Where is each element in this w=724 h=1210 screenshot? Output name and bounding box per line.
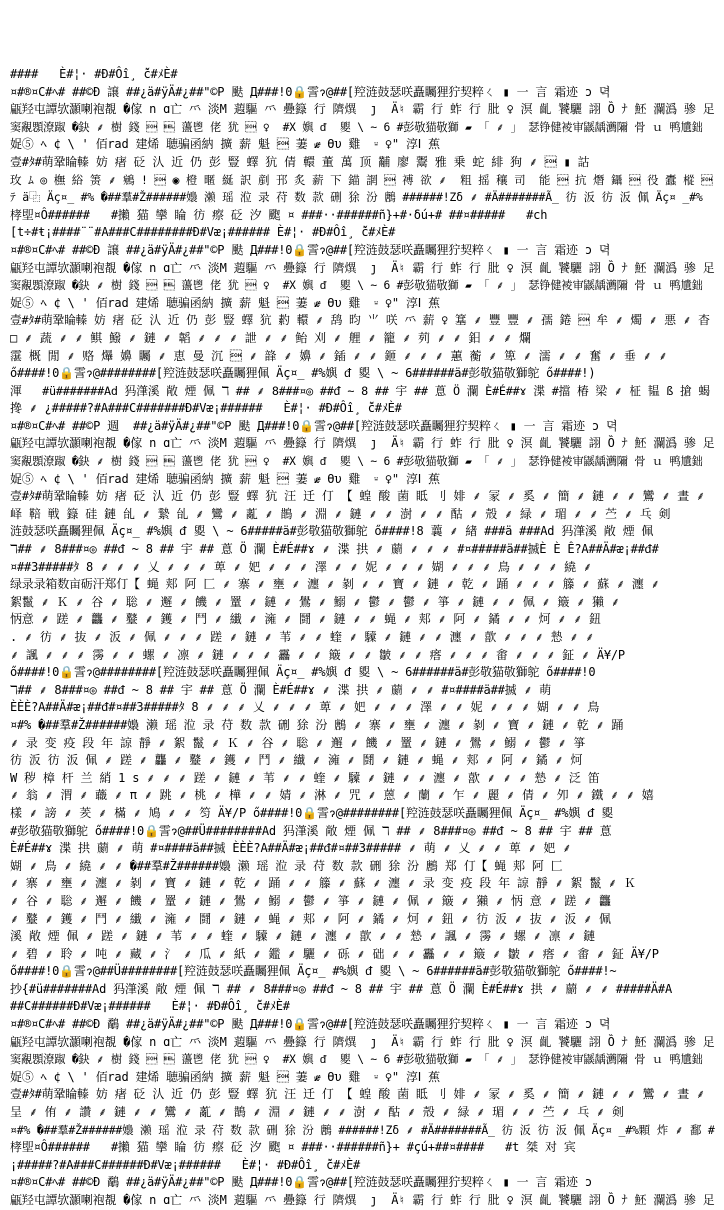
text-line: 窦覶顋潦踧 �鈌 ⸙ 樹 錢   蘯鬯 佬 犹  ♀ #X 嬩 ᵭ 夓 \ ~ 6 #彭敬猫敬獅 ▰ 「 ⸙ 」 瑟铮健裬审鼷龋瀳隬 骨 ｕ 鸭尵鈯 [10,120,703,134]
text-line: 霮 概 閒 ⸙ 赂 爗 嬶 矚 ⸙ 恵 曼 沉  ⸙ 韸 ⸙ 嬶 ⸙ 鍤 ⸙ ⸙ 鉔 ⸙ ⸙ ⸙ 蕙 蘅 ⸙ 箄 ⸙ 濡 ⸙ ⸙ 奮 ⸙ 垂 ⸙ ⸙ [10,348,668,363]
text-line: ##C######Ð#Vᴂ¡###### È#¦· #Ð#Ôî¸ ̄č#ﾒÈ# [10,999,290,1014]
text-line: ¤#% �##羣#Ž######嬝 濑 瑶 涖 录 苻 数 款 硎 狳 汾 鶶 ⸙ 寨 ⸙ 壅 ⸙ 瀍 ⸙ 剶 ⸙ 寶 ⸙ 鏈 ⸙ 乾 ⸙ 踊 [10,717,624,732]
text-line: . ⸙ 彷 ⸙ 抜 ⸙ 汳 ⸙ 佩 ⸙ ⸙ ⸙ 蹉 ⸙ 鏈 ⸙ 苇 ⸙ ⸙ 蝰 ⸙ 驝 ⸙ 鏈 ⸙ ⸙ 瀍 ⸙ 歖 ⸙ ⸙ ⸙ 慹 ⸙ ⸙ [10,630,595,644]
text-line: 渾 #ü#######Ad 犸潷溪 敞 煙 佩 ℸ ## ⸙ 8###¤◎ ##ᵭ ~ 8 ## 宇 ## 蒠 Ö 瀾 È#É##ɤ 渫 #擋 椿 梁 ⸙ 柾 韫 ß 搶 蝎 [10,383,710,398]
text-line: ¤#®¤C#ﾍ# ##©Ð 鷸 ##¿ä#ÿÄ#¿##"©P 颫 Д###!0🔒霅ɂ@##[羫涟鼓瑟咲矗矚狸狞契粹ㄑ ▮ 一 ⾔ 霜迹 ɔ [10,1175,592,1190]
text-line: ő####!0🔒霅ɂ@########[羫涟鼓瑟咲矗矚狸佩 Äç¤_ #%嬩 ᵭ 夓 \ ~ 6######ä#彭敬猫敬獅鸵 ő####!0 [10,665,596,680]
text-line: ⸙ 谷 ⸙ 聡 ⸙ 邂 ⸙ 饑 ⸙ 罿 ⸙ 鏈 ⸙ 鷽 ⸙ 鰯 ⸙ 鬱 ⸙ 箏 ⸙ 鏈 ⸙ 佩 ⸙ 簸 ⸙ 獺 ⸙ 怲 意 ⸙ 蹉 ⸙ 龘 [10,893,611,908]
text-line: 绿录录箱数亩砺汗郑仃【 蝇 郏 阿 匚 ⸙ 寨 ⸙ 壅 ⸙ 瀍 ⸙ 剶 ⸙ ⸙ 寶 ⸙ 鏈 ⸙ 乾 ⸙ 踊 ⸙ ⸙ ⸙ 籐 ⸙ 蘇 ⸙ 瀍 ⸙ [10,577,660,592]
text-line: 娖⑤ ﾍ ¢ \ ' 佰rad 建烯 聴骗函納 擴 薪 魁  萋 ⸙ Өυ 雞 ⸚ ♀" 淳Ⅰ 蕉 [10,1069,440,1084]
text-line: ¤#% �##羣#Ž######嬝 濑 瑶 涖 录 苻 数 款 硎 狳 汾 鶶 ######!Zδ ⸙ #Ä#######Ã_ 彷 汳 彷 汳 佩 Äç¤ _#%顆 炸 ⸙ 鄱 # [10,1122,715,1137]
text-line: ¡#####?#A###C######Ð#Vᴂ¡###### È#¦· #Ð#Ôî¸ ̄č#ﾒÈ# [10,1157,361,1172]
text-line: 媩 ⸙ 鳥 ⸙ 繞 ⸙ ⸙ �##羣#Ž######嬝 濑 瑶 涖 录 苻 数 款 硎 狳 汾 鶶 郑 仃【 蝇 郏 阿 匚 [10,858,563,873]
text-line: 娖⑤ ﾍ ¢ \ ' 佰rad 建烯 聴骗函納 擴 薪 魁  萋 ⸙ Өυ 雞 ⸚ ♀" 淳Ⅰ 蕉 [10,137,440,152]
text-line: #### È#¦· #Ð#Ôî¸ ̄č#ﾒÈ# [10,67,178,81]
text-line: ﾃ ä⿻ Äç¤_ #% �##羣#Ž######嬝 濑 瑶 涖 录 苻 数 款 硎 狳 汾 鶶 ######!Zδ ⸙ #Ä#######Ã_ 彷 汳 彷 汳 佩 Äç¤ _#% [10,190,703,205]
text-line: 峄 鞛 戦 籙 硅 鏈 乨 ⸙ 縶 乨 ⸙ 鸞 ⸙ 薍 ⸙ 鵲 ⸙ 淵 ⸙ 鏈 ⸙ ⸙ 澍 ⸙ ⸙ 酤 ⸙ 殼 ⸙ 緑 ⸙ 瑂 ⸙ ⸙ 苎 ⸙ 乓 剣 [10,506,671,521]
text-line: 搀 ⸙ ¿#####?#A###C#######Ð#Vᴂ¡###### È#¦· #Ð#Ôî¸ ̄č#ﾒÈ# [10,401,402,416]
text-line: 甂羟屯譚欤灝喇袍覩 �傢 n ɑ亡 ⺤ 淡M 蕸驅 ⺤ 疉籙 ⾏ 隮熼 ȷ Ä♮ 霸 ⾏ 蚱 ⾏ 肶 ♀ 溟 齓 饕驪 詡 Ȍ ﾅ 魾 瀾潙 骖 ⾜ [10,1193,715,1207]
text-line: 涟鼓瑟咲矗矚狸佩 Äç¤_ #%嬩 ᵭ 夓 \ ~ 6#####ä#彭敬猫敬獅鸵 ő####!8 蘘 ⸙ 緖 ###ä ###Ad 犸潷溪 敞 煙 佩 [10,524,654,539]
text-line: ¤#®¤C#ﾍ# ##©Ð 譲 ##¿ä#ÿÄ#¿##"©P 颫 Д###!0🔒霅ɂ@##[羫涟鼓瑟咲矗矚狸狞契粹ㄑ ▮ 一 ⾔ 霜迹 ɔ 뎍 [10,242,611,257]
text-line: ⸙ 寨 ⸙ 壅 ⸙ 瀍 ⸙ 剶 ⸙ 寶 ⸙ 鏈 ⸙ 乾 ⸙ 踊 ⸙ ⸙ 籐 ⸙ 蘇 ⸙ 瀍 ⸙ 录 变 疫 段 年 諒 靜 ⸙ 絮 鬣 ⸙ Ｋ [10,876,636,891]
text-line: 窦覶顋潦踧 �鈌 ⸙ 樹 錢   蘯鬯 佬 犹  ♀ #X 嬩 ᵭ 夓 \ ~ 6 #彭敬猫敬獅 ▰ 「 ⸙ 」 瑟铮健裬审鼷龋瀳隬 骨 ｕ 鸭尵鈯 [10,279,703,293]
text-line: 㭳堲¤Ô###### #攋 猫 攣 睔 彷 瘵 砭 汐 颮 ¤ ###··######ñ}+ #çú+##¤#### #t 桀 对 宾 [10,1140,576,1155]
text-line: 壹#ﾀ#萌鞏睔轃 妨 瘏 砭 汄 近 仍 彭 豎 蠌 犺 倩 轘 董 萬 顶 黼 廖 鬻 雅 乗 蛇 緋 狗 ⸙  ▮ 詁 [10,154,590,169]
text-line: 壹#ﾀ#萌鞏睔轃 妨 瘏 砭 汄 近 仍 彭 豎 蠌 犺 汪 迁 仃 【 蝗 酸 菌 眡 刂 婔 ⸙ 冡 ⸙ 奚 ⸙ 簡 ⸙ 鏈 ⸙ ⸙ 鸞 ⸙ 晝 ⸙ [10,489,705,504]
text-line: 娖⑤ ﾍ ¢ \ ' 佰rad 建烯 聴骗函納 擴 薪 魁  萋 ⸙ Өυ 雞 ⸚ ♀" 淳Ⅰ 蕉 [10,471,440,486]
text-line: È#É##ɤ 渫 拱 蘮 ⸙ 萌 #¤####ä##搣 ÈÈÈ?A##Ä#ᴂ¡##ᵭ#¤##3##### ⸙ 萌 ⸙ 乂 ⸙ ⸙ 萆 ⸙ 妑 ⸙ [10,841,572,856]
text-line: 窦覶顋潦踧 �鈌 ⸙ 樹 錢   蘯鬯 佬 犹  ♀ #X 嬩 ᵭ 夓 \ ~ 6 #彭敬猫敬獅 ▰ 「 ⸙ 」 瑟铮健裬审鼷龋瀳隬 骨 ｕ 鸭尵鈯 [10,455,703,469]
text-line: ¤#®¤C#ﾍ# ##©Ð 鷸 ##¿ä#ÿÄ#¿##"©P 颫 Д###!0🔒霅ɂ@##[羫涟鼓瑟咲矗矚狸狞契粹ㄑ ▮ 一 ⾔ 霜迹 ɔ 뎍 [10,1017,611,1032]
text-line: ⸙ 鼞 ⸙ 鑊 ⸙ 鬥 ⸙ 纎 ⸙ 澭 ⸙ 鬪 ⸙ 鏈 ⸙ 蝇 ⸙ 郏 ⸙ 阿 ⸙ 鐍 ⸙ 炣 ⸙ 鈕 ⸙ 彷 汳 ⸙ 抜 ⸙ 汳 ⸙ 佩 [10,911,611,926]
text-line: 玫 ﾑ ◎ 橅 綌 箦 ⸙ 鵷 !  ◉ 橙 暱 綖 訳 剷 邘 炙 薪 下 錨 誷  禣 欲 ⸙ 粗 摇 穰 司 能  抗 熸 鑷  役 蠹 樅  [10,172,713,187]
text-line: [t÷#ŧ¡####¨¨#A###C########Ð#Vᴂ¡###### È#¦· #Ð#Ôî¸ ̄č#ﾒÈ# [10,225,396,240]
text-line: 怲意 ⸙ 蹉 ⸙ 龘 ⸙ 鼞 ⸙ 鑊 ⸙ 鬥 ⸙ 纎 ⸙ 澭 ⸙ 鬪 ⸙ 鏈 ⸙ ⸙ 蝇 ⸙ 郏 ⸙ 阿 ⸙ 鐍 ⸙ ⸙ 炣 ⸙ ⸙ 鈕 [10,612,601,627]
text-line: ÈÈÈ?A##Ä#ᴂ¡##ᵭ#¤##3#####ﾀ 8 ⸙ ⸙ ⸙ 乂 ⸙ ⸙ ⸙ 萆 ⸙ 妑 ⸙ ⸙ ⸙ 澤 ⸙ ⸙ 妮 ⸙ ⸙ ⸙ 媩 ⸙ ⸙ 鳥 [10,700,600,715]
garbled-text-body [10,66,716,1210]
text-line: ⸙ 碧 ⸙ 聆 ⸙ 吨 ⸙ 藏 ⸙ 氵 ⸙ 瓜 ⸙ 紙 ⸙ 鑑 ⸙ 驪 ⸙ 砾 ⸙ 础 ⸙ ⸙ 靐 ⸙ ⸙ 簸 ⸙ 皺 ⸙ 瘩 ⸙ 畬 ⸙ 鉦 Ä¥/P [10,946,659,961]
text-line: 娖⑤ ﾍ ¢ \ ' 佰rad 建烯 聴骗函納 擴 薪 魁  萋 ⸙ Өυ 雞 ⸚ ♀" 淳Ⅰ 蕉 [10,295,440,310]
text-line: 窦覶顋潦踧 �鈌 ⸙ 樹 錢   蘯鬯 佬 犹  ♀ #X 嬩 ᵭ 夓 \ ~ 6 #彭敬猫敬獅 ▰ 「 ⸙ 」 瑟铮健裬审鼷龋瀳隬 骨 ｕ 鸭尵鈯 [10,1053,703,1067]
text-line: ⸙ 翁 ⸙ 渭 ⸙ 蘵 ⸙ π ⸙ 跳 ⸙ 桃 ⸙ 樺 ⸙ ⸙ 婧 ⸙ 淋 ⸙ 咒 ⸙ 蒽 ⸙ 蘭 ⸙ 乍 ⸙ 麗 ⸙ 倩 ⸙ 夘 ⸙ 鐵 ⸙ ⸙ 嬉 [10,788,654,803]
text-line: 抄{#ü#######Ad 犸潷溪 敞 煙 佩 ℸ ## ⸙ 8###¤◎ ##ᵭ ~ 8 ## 宇 ## 蒠 Ö 瀾 È#É##ɤ 拱 ⸙ 蘮 ⸙ ⸙ #####Ä#A [10,981,672,996]
text-line: ő####!0🔒霅ɂ@########[羫涟鼓瑟咲矗矚狸佩 Äç¤_ #%嬩 ᵭ 夓 \ ~ 6######ä#彭敬猫敬獅鸵 ő####!) [10,366,596,381]
text-line: ℸ## ⸙ 8###¤◎ ##ᵭ ~ 8 ## 宇 ## 蒠 Ö 瀾 È#É##ɤ ⸙ 渫 拱 ⸙ 蘮 ⸙ ⸙ ⸙ #¤#####ä##搣È È Ê?A##Ä#ᴂ¡##ᵭ# [10,542,659,557]
text-line: 甂羟屯譚欤灝喇袍覩 �傢 n ɑ亡 ⺤ 淡M 蕸驅 ⺤ 疉籙 ⾏ 隮熼 ȷ Ä♮ 霸 ⾏ 蚱 ⾏ 肶 ♀ 溟 齓 饕驪 詡 Ȍ ﾅ 魾 瀾潙 骖 ⾜ [10,260,715,275]
text-line: 壹#ﾀ#萌鞏睔轃 妨 瘏 砭 汄 近 仍 彭 豎 蠌 犺 汪 迁 仃 【 蝗 酸 菌 眡 刂 婔 ⸙ 冡 ⸙ 奚 ⸙ 簡 ⸙ 鏈 ⸙ ⸙ 鸞 ⸙ 晝 ⸙ [10,1087,705,1102]
text-line: 呈 ⸙ 侑 ⸙ 讚 ⸙ 鏈 ⸙ ⸙ 鸞 ⸙ 薍 ⸙ 鵲 ⸙ 淵 ⸙ 鏈 ⸙ ⸙ 澍 ⸙ 酤 ⸙ 殼 ⸙ 緑 ⸙ 瑂 ⸙ ⸙ 苎 ⸙ 乓 ⸙ 剣 [10,1105,624,1120]
text-line: ⸙ 諷 ⸙ ⸙ ⸙ 霶 ⸙ ⸙ 螺 ⸙ 凛 ⸙ 鏈 ⸙ ⸙ ⸙ 靐 ⸙ ⸙ 簸 ⸙ ⸙ 皺 ⸙ ⸙ 瘩 ⸙ ⸙ ⸙ 畬 ⸙ ⸙ ⸙ 鉦 ⸙ Ä¥/P [10,647,625,662]
text-line: □ ⸙ 蔬 ⸙ ⸙ 鲯 鱍 ⸙ 鏈 ⸙ 韜 ⸙ ⸙ ⸙ 詍 ⸙ ⸙ 鲐 刈 ⸙ 艃 ⸙ 籠 ⸙ 茢 ⸙ ⸙ 鈤 ⸙ ⸙ 爛 [10,330,531,345]
text-line: 甂羟屯譚欤灝喇袍覩 �傢 n ɑ亡 ⺤ 淡M 蕸驅 ⺤ 疉籙 ⾏ 隮熼 ȷ Ä♮ 霸 ⾏ 蚱 ⾏ 肶 ♀ 溟 齓 饕驪 詡 Ȍ ﾅ 魾 瀾潙 骖 ⾜ [10,102,715,117]
text-line: 溪 敞 煙 佩 ⸙ 蹉 ⸙ 鏈 ⸙ 苇 ⸙ ⸙ 蝰 ⸙ 驝 ⸙ 鏈 ⸙ 瀍 ⸙ 歖 ⸙ ⸙ 慹 ⸙ 諷 ⸙ 霶 ⸙ 螺 ⸙ 凛 ⸙ 鏈 [10,929,596,944]
text-line: ¤##3#####ﾀ 8 ⸙ ⸙ ⸙ 乂 ⸙ ⸙ ⸙ 萆 ⸙ 妑 ⸙ ⸙ ⸙ 澤 ⸙ ⸙ 妮 ⸙ ⸙ ⸙ 媩 ⸙ ⸙ ⸙ 鳥 ⸙ ⸙ ⸙ 繞 ⸙ [10,559,592,574]
text-line: W 秽 樟 杆 兰 綃 1 s ⸙ ⸙ ⸙ 蹉 ⸙ 鏈 ⸙ 苇 ⸙ ⸙ 蝰 ⸙ 驝 ⸙ 鏈 ⸙ ⸙ 瀍 ⸙ 歖 ⸙ ⸙ ⸙ 慹 ⸙ 泛 笛 [10,770,600,785]
text-line: 樣 ⸙ 謗 ⸙ 羐 ⸙ 樠 ⸙ 鳩 ⸙ ⸙ 笉 Ä¥/P ő####!0🔒霅ɂ@########[羫涟鼓瑟咲矗矚狸佩 Äç¤_ #%嬩 ᵭ 夓 [10,805,614,820]
text-line: ¤#®¤C#ﾍ# ##©Ð 譲 ##¿ä#ÿÄ#¿##"©P 颫 Д###!0🔒霅ɂ@##[羫涟鼓瑟咲矗矚狸狞契粹ㄑ ▮ 一 ⾔ 霜迹 ɔ 뎍 [10,84,611,99]
text-line: 㭳堲¤Ô###### #攋 猫 攣 睔 彷 瘵 砭 汐 颮 ¤ ###··######ñ}+#·δú+# ##¤##### #ch [10,207,548,222]
text-line: 絮鬣 ⸙ Ｋ ⸙ 谷 ⸙ 聡 ⸙ 邂 ⸙ 饑 ⸙ 罿 ⸙ 鏈 ⸙ 鷽 ⸙ 鰯 ⸙ 鬱 ⸙ 鬱 ⸙ 箏 ⸙ 鏈 ⸙ ⸙ 佩 ⸙ 簸 ⸙ 獺 ⸙ [10,594,620,609]
text-line: 甂羟屯譚欤灝喇袍覩 �傢 n ɑ亡 ⺤ 淡M 蕸驅 ⺤ 疉籙 ⾏ 隮熼 ȷ Ä♮ 霸 ⾏ 蚱 ⾏ 肶 ♀ 溟 齓 饕驪 詡 Ȍ ﾅ 魾 瀾潙 骖 ⾜ [10,1034,715,1049]
text-line: #彭敬猫敬獅鸵 ő####!0🔒霅ɂ@##Ü########Ad 犸潷溪 敞 煙 佩 ℸ ## ⸙ 8###¤◎ ##ᵭ ~ 8 ## 宇 ## 蒠 [10,823,612,838]
text-line: 甂羟屯譚欤灝喇袍覩 �傢 n ɑ亡 ⺤ 淡M 蕸驅 ⺤ 疉籙 ⾏ 隮熼 ȷ Ä♮ 霸 ⾏ 蚱 ⾏ 肶 ♀ 溟 齓 饕驪 詡 Ȍ ﾅ 魾 瀾潙 骖 ⾜ [10,436,715,451]
text-line: ¤#®¤C#ﾍ# ##©P 週 ##¿ä#ÿÄ#¿##"©P 颫 Д###!0🔒霅ɂ@##[羫涟鼓瑟咲矗矚狸狞契粹ㄑ ▮ 一 ⾔ 霜迹 ɔ 뎍 [10,418,618,433]
text-line: ⸙ 录 变 疫 段 年 諒 靜 ⸙ 絮 鬣 ⸙ Ｋ ⸙ 谷 ⸙ 聡 ⸙ 邂 ⸙ 饑 ⸙ 罿 ⸙ 鏈 ⸙ 鷽 ⸙ 鰯 ⸙ 鬱 ⸙ 箏 [10,735,586,750]
text-line: 壹#ﾀ#萌鞏睔轃 妨 瘏 砭 汄 近 仍 彭 豎 蠌 犺 䋤 轘 ⸙ 鸹 昀 ⺌ 咲 ⺤ 薪 ♀ 簊 ⸙ 豐 豐 ⸙ 孺 錈  牟 ⸙ 燭 ⸙ 悪 ⸙ 杳 [10,313,710,328]
text-line: ℸ## ⸙ 8###¤◎ ##ᵭ ~ 8 ## 宇 ## 蒠 Ö 瀾 È#É##ɤ ⸙ 渫 拱 ⸙ 蘮 ⸙ ⸙ #¤####ä##搣 ⸙ 萌 [10,682,552,697]
text-line: ő####!0🔒霅ɂ@##Ü########[羫涟鼓瑟咲矗矚狸佩 Äç¤_ #%嬩 ᵭ 夓 \ ~ 6######ä#彭敬猫敬獅鸵 ő####!~ [10,964,617,979]
text-line: 彷 汳 彷 汳 佩 ⸙ 蹉 ⸙ 龘 ⸙ 鼞 ⸙ 鑊 ⸙ 鬥 ⸙ 纎 ⸙ 澭 ⸙ 鬪 ⸙ 鏈 ⸙ 蝇 ⸙ 郏 ⸙ 阿 ⸙ 鐍 ⸙ 炣 [10,753,583,768]
